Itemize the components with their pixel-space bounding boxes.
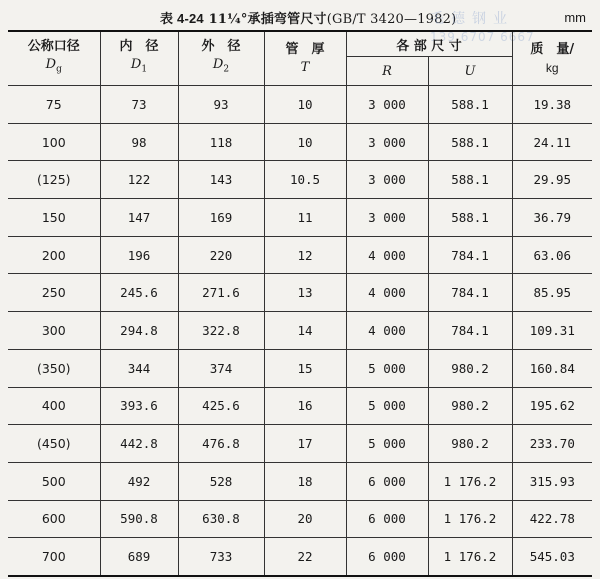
header-d2-symbol: $D_2$ xyxy=(212,57,230,75)
table-body xyxy=(8,86,592,576)
cell-d2: 630.8 xyxy=(178,500,264,538)
cell-mass: 109.31 xyxy=(512,312,592,350)
cell-d2: 220 xyxy=(178,236,264,274)
cell-mass: 19.38 xyxy=(512,86,592,124)
table-title xyxy=(160,8,456,27)
cell-u: 588.1 xyxy=(428,123,512,161)
header-dg-name: 公称口径 xyxy=(27,39,80,55)
cell-t: 14 xyxy=(264,312,346,350)
cell-t: 11 xyxy=(264,199,346,237)
cell-d2: 528 xyxy=(178,462,264,500)
header-dg-symbol: $D_g$ xyxy=(45,57,62,75)
header-d1-name: 内 径 xyxy=(119,39,159,55)
cell-dg: 200 xyxy=(8,236,100,274)
cell-dg: 400 xyxy=(8,387,100,425)
cell-d2: 322.8 xyxy=(178,312,264,350)
cell-r: 3 000 xyxy=(346,161,428,199)
header-d2 xyxy=(178,31,264,86)
cell-d1: 442.8 xyxy=(100,425,178,463)
dimension-table xyxy=(8,30,592,577)
cell-u: 1 176.2 xyxy=(428,538,512,576)
cell-dg: (350) xyxy=(8,349,100,387)
cell-r: 3 000 xyxy=(346,123,428,161)
cell-d1: 73 xyxy=(100,86,178,124)
cell-r: 5 000 xyxy=(346,387,428,425)
cell-u: 1 176.2 xyxy=(428,500,512,538)
header-dg xyxy=(8,31,100,86)
cell-dg: 600 xyxy=(8,500,100,538)
watermark-text: 毛德钢业 xyxy=(430,11,514,27)
header-t-symbol: T xyxy=(300,59,310,75)
cell-d1: 245.6 xyxy=(100,274,178,312)
table-row xyxy=(8,538,592,576)
cell-mass: 545.03 xyxy=(512,538,592,576)
cell-d1: 122 xyxy=(100,161,178,199)
cell-t: 16 xyxy=(264,387,346,425)
table-caption xyxy=(0,0,600,30)
cell-t: 12 xyxy=(264,236,346,274)
table-row xyxy=(8,387,592,425)
watermark-phone: 139 6707 6667 xyxy=(430,30,535,44)
cell-dg: 100 xyxy=(8,123,100,161)
table-row xyxy=(8,274,592,312)
header-d1 xyxy=(100,31,178,86)
cell-u: 980.2 xyxy=(428,349,512,387)
cell-mass: 195.62 xyxy=(512,387,592,425)
cell-d1: 492 xyxy=(100,462,178,500)
cell-u: 588.1 xyxy=(428,86,512,124)
cell-d2: 118 xyxy=(178,123,264,161)
cell-mass: 63.06 xyxy=(512,236,592,274)
table-row xyxy=(8,161,592,199)
table-row xyxy=(8,462,592,500)
cell-u: 980.2 xyxy=(428,387,512,425)
header-mass-name: 质 量/ xyxy=(530,41,575,57)
cell-u: 1 176.2 xyxy=(428,462,512,500)
cell-r: 6 000 xyxy=(346,462,428,500)
header-mass xyxy=(512,31,592,86)
cell-r: 3 000 xyxy=(346,86,428,124)
cell-u: 588.1 xyxy=(428,199,512,237)
cell-u: 784.1 xyxy=(428,274,512,312)
cell-r: 5 000 xyxy=(346,425,428,463)
cell-dg: 300 xyxy=(8,312,100,350)
cell-mass: 36.79 xyxy=(512,199,592,237)
header-r: R xyxy=(346,57,428,86)
cell-u: 784.1 xyxy=(428,236,512,274)
cell-d2: 425.6 xyxy=(178,387,264,425)
cell-d1: 147 xyxy=(100,199,178,237)
table-row xyxy=(8,500,592,538)
cell-d2: 733 xyxy=(178,538,264,576)
table-row xyxy=(8,349,592,387)
table-row xyxy=(8,123,592,161)
cell-t: 13 xyxy=(264,274,346,312)
cell-dg: 75 xyxy=(8,86,100,124)
cell-u: 588.1 xyxy=(428,161,512,199)
cell-d2: 271.6 xyxy=(178,274,264,312)
header-row xyxy=(8,31,592,57)
cell-dg: 150 xyxy=(8,199,100,237)
cell-d2: 169 xyxy=(178,199,264,237)
header-d2-name: 外 径 xyxy=(201,39,241,55)
table-row xyxy=(8,312,592,350)
cell-mass: 233.70 xyxy=(512,425,592,463)
cell-mass: 29.95 xyxy=(512,161,592,199)
cell-d2: 93 xyxy=(178,86,264,124)
cell-dg: (450) xyxy=(8,425,100,463)
cell-r: 4 000 xyxy=(346,312,428,350)
table-row xyxy=(8,425,592,463)
cell-t: 22 xyxy=(264,538,346,576)
cell-d1: 294.8 xyxy=(100,312,178,350)
cell-t: 10.5 xyxy=(264,161,346,199)
table-row xyxy=(8,199,592,237)
cell-t: 15 xyxy=(264,349,346,387)
cell-mass: 24.11 xyxy=(512,123,592,161)
table-title-text: 11¼°承插弯管尺寸 xyxy=(208,12,327,27)
header-u: U xyxy=(428,57,512,86)
cell-r: 4 000 xyxy=(346,236,428,274)
cell-dg: 500 xyxy=(8,462,100,500)
cell-t: 20 xyxy=(264,500,346,538)
cell-mass: 422.78 xyxy=(512,500,592,538)
cell-dg: (125) xyxy=(8,161,100,199)
cell-d1: 344 xyxy=(100,349,178,387)
header-t-name: 管 厚 xyxy=(285,41,325,57)
cell-d1: 196 xyxy=(100,236,178,274)
cell-t: 10 xyxy=(264,86,346,124)
cell-r: 5 000 xyxy=(346,349,428,387)
table-row xyxy=(8,86,592,124)
cell-d1: 393.6 xyxy=(100,387,178,425)
cell-t: 17 xyxy=(264,425,346,463)
cell-u: 784.1 xyxy=(428,312,512,350)
cell-t: 18 xyxy=(264,462,346,500)
cell-d1: 98 xyxy=(100,123,178,161)
cell-r: 3 000 xyxy=(346,199,428,237)
cell-u: 980.2 xyxy=(428,425,512,463)
table-standard: (GB/T 3420—1982) xyxy=(326,12,457,27)
cell-d2: 143 xyxy=(178,161,264,199)
cell-t: 10 xyxy=(264,123,346,161)
cell-dg: 700 xyxy=(8,538,100,576)
cell-r: 6 000 xyxy=(346,500,428,538)
header-d1-symbol: $D_1$ xyxy=(130,57,148,75)
header-mass-unit: kg xyxy=(545,60,559,75)
table-unit: mm xyxy=(564,10,586,25)
cell-d2: 374 xyxy=(178,349,264,387)
cell-d2: 476.8 xyxy=(178,425,264,463)
cell-r: 4 000 xyxy=(346,274,428,312)
table-row xyxy=(8,236,592,274)
cell-mass: 160.84 xyxy=(512,349,592,387)
cell-dg: 250 xyxy=(8,274,100,312)
header-dims: 各 部 尺 寸 xyxy=(346,31,512,57)
cell-mass: 85.95 xyxy=(512,274,592,312)
header-t xyxy=(264,31,346,86)
cell-mass: 315.93 xyxy=(512,462,592,500)
table-number: 表 4-24 xyxy=(160,11,204,26)
cell-d1: 590.8 xyxy=(100,500,178,538)
cell-d1: 689 xyxy=(100,538,178,576)
cell-r: 6 000 xyxy=(346,538,428,576)
